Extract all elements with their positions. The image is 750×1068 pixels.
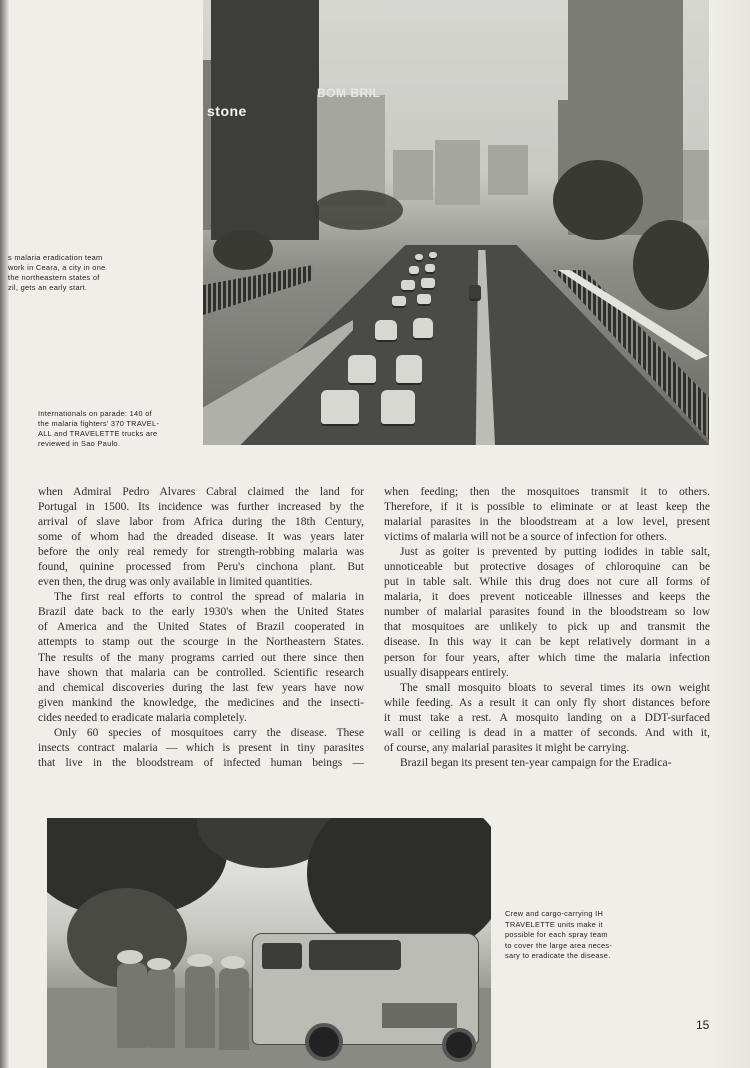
caption-parade <box>38 409 159 449</box>
building <box>435 140 480 205</box>
text-line: cides needed to eradicate malaria completely. <box>38 711 247 724</box>
building <box>488 145 528 195</box>
binding-spine <box>0 0 9 1068</box>
worker-hat <box>147 958 171 970</box>
parade-truck <box>421 278 435 288</box>
tree <box>213 230 273 270</box>
truck-side-window <box>262 943 302 969</box>
text-line: Portugal in 1500. Its incidence was further increased by the <box>38 501 364 514</box>
page-edge-shadow <box>710 0 750 1068</box>
spray-team-worker <box>147 968 175 1048</box>
text-line: insects contract malaria — which is present in tiny parasites <box>38 741 364 754</box>
text-line: while feeding. As a result it can only fly short distances before <box>384 696 710 709</box>
caption-truck <box>505 909 612 962</box>
caption-line: zil, gets an early start. <box>8 283 88 292</box>
tree <box>553 160 643 240</box>
text-line: attempts to stamp out the scourge in the Northeastern States. <box>38 636 364 649</box>
parade-truck <box>429 252 437 258</box>
truck-wheel <box>442 1028 476 1062</box>
spray-team-worker <box>185 966 215 1048</box>
text-line: when feeding; then the mosquitoes transmit it to others. <box>384 486 710 498</box>
text-line: Brazil date back to the early 1930's when the United States <box>38 606 364 619</box>
text-line: put in table salt. While this drug does not cure all forms of <box>384 576 710 589</box>
text-line: Only 60 species of mosquitoes carry the disease. These <box>54 726 364 739</box>
parade-truck <box>415 254 423 260</box>
caption-line: ALL and TRAVELETTE trucks are <box>38 429 158 438</box>
text-line: have shown that malaria can be controlled. Scientific research <box>38 666 364 679</box>
parade-truck <box>396 355 422 383</box>
caption-line: Internationals on parade: 140 of <box>38 409 152 418</box>
parade-truck <box>417 294 431 304</box>
tree <box>633 220 709 310</box>
billboard-sign-bom-bril: BOM BRIL <box>317 86 381 100</box>
text-line: Brazil began its present ten-year campaign for the Eradica- <box>400 756 672 769</box>
text-line: victims of malaria will not be a source of infection for others. <box>384 531 667 544</box>
caption-line: Crew and cargo-carrying IH <box>505 909 604 918</box>
parade-truck <box>348 355 376 383</box>
photo-travelette-truck <box>47 818 491 1068</box>
text-line: of course, any malarial parasites it might be carrying. <box>384 741 630 754</box>
tree <box>313 190 403 230</box>
caption-line: to cover the large area neces- <box>505 940 613 950</box>
parade-truck <box>381 390 415 424</box>
parade-truck <box>469 285 481 299</box>
caption-eradication-team <box>8 253 106 293</box>
text-line: Just as goiter is prevented by putting iodides in table salt, <box>400 546 710 559</box>
building <box>317 95 385 205</box>
spray-team-worker <box>219 968 249 1050</box>
text-line: Therefore, if it is possible to eliminate or at least keep the <box>384 501 710 514</box>
truck-windshield <box>309 940 401 970</box>
spray-team-worker <box>117 963 147 1048</box>
text-line: disease. In this way it can be kept relatively dormant in a <box>384 636 710 649</box>
parade-truck <box>401 280 415 290</box>
body-column-right <box>384 485 710 771</box>
page-number: 15 <box>696 1018 710 1032</box>
parade-truck <box>321 390 359 424</box>
worker-hat <box>117 950 143 964</box>
text-line: The small mosquito bloats to several times its own weight <box>400 681 710 694</box>
text-line: before the only real remedy for strength-robbing malaria was <box>38 546 364 559</box>
caption-line: TRAVELETTE units make it <box>505 919 603 929</box>
text-line: arrival of slave labor from Africa during the 18th Century, <box>38 516 364 529</box>
text-line: malarial parasites in the bloodstream at a low level, present <box>384 516 710 529</box>
text-line: wall or ceiling is dead in a matter of seconds. And with it, <box>384 726 710 739</box>
text-line: some of whom had the dreaded disease. It was years later <box>38 531 364 544</box>
parade-truck <box>425 264 435 272</box>
body-column-left <box>38 485 364 771</box>
text-line: even then, the drug was only available in limited quantities. <box>38 576 313 589</box>
building <box>393 150 433 200</box>
text-line: usually disappears entirely. <box>384 666 509 679</box>
text-line: and chemical discoveries during the last few years have now <box>38 681 364 694</box>
caption-line: work in Ceara, a city in one <box>8 263 106 272</box>
text-line: The first real efforts to control the spread of malaria in <box>54 591 364 604</box>
text-line: of America and the United States of Brazil cooperated in <box>38 621 364 634</box>
caption-line: reviewed in Sao Paulo. <box>38 439 121 448</box>
parade-truck <box>409 266 419 274</box>
text-line: given mankind the knowledge, the medicines and the insecti- <box>38 696 364 709</box>
parade-truck <box>413 318 433 338</box>
caption-line: s malaria eradication team <box>8 253 103 262</box>
truck-wheel <box>305 1023 343 1061</box>
truck-grille <box>382 1003 457 1028</box>
building <box>211 0 319 240</box>
parade-truck <box>392 296 406 306</box>
worker-hat <box>187 954 213 967</box>
building <box>683 150 709 220</box>
text-line: that live in the bloodstream of infected human beings — <box>38 756 364 769</box>
text-line: The results of the many programs carried out there since then <box>38 651 364 664</box>
photo-sao-paulo-parade <box>203 0 709 445</box>
text-line: number of malarial parasites found in the bloodstream so low <box>384 606 710 619</box>
text-line: malaria, it does prevent noticeable illnesses and keeps the <box>384 591 710 604</box>
worker-hat <box>221 956 245 969</box>
caption-line: sary to eradicate the disease. <box>505 951 611 961</box>
caption-line: possible for each spray team <box>505 930 608 940</box>
text-line: person for four years, after which time the malaria infection <box>384 651 710 664</box>
parade-truck <box>375 320 397 340</box>
caption-line: the northeastern states of <box>8 273 100 282</box>
billboard-sign-store: stone <box>207 103 247 119</box>
caption-line: the malaria fighters' 370 TRAVEL- <box>38 419 160 428</box>
text-line: that mosquitoes are unlikely to pick up and transmit the <box>384 621 710 634</box>
text-line: unnoticeable but protective dosages of chloroquine can be <box>384 561 710 574</box>
crowd-left <box>203 265 313 315</box>
text-line: found, quinine processed from Peru's cinchona plant. But <box>38 561 364 574</box>
text-line: when Admiral Pedro Alvares Cabral claimed the land for <box>38 486 364 498</box>
text-line: it must take a rest. A mosquito landing on a DDT-surfaced <box>384 711 710 724</box>
